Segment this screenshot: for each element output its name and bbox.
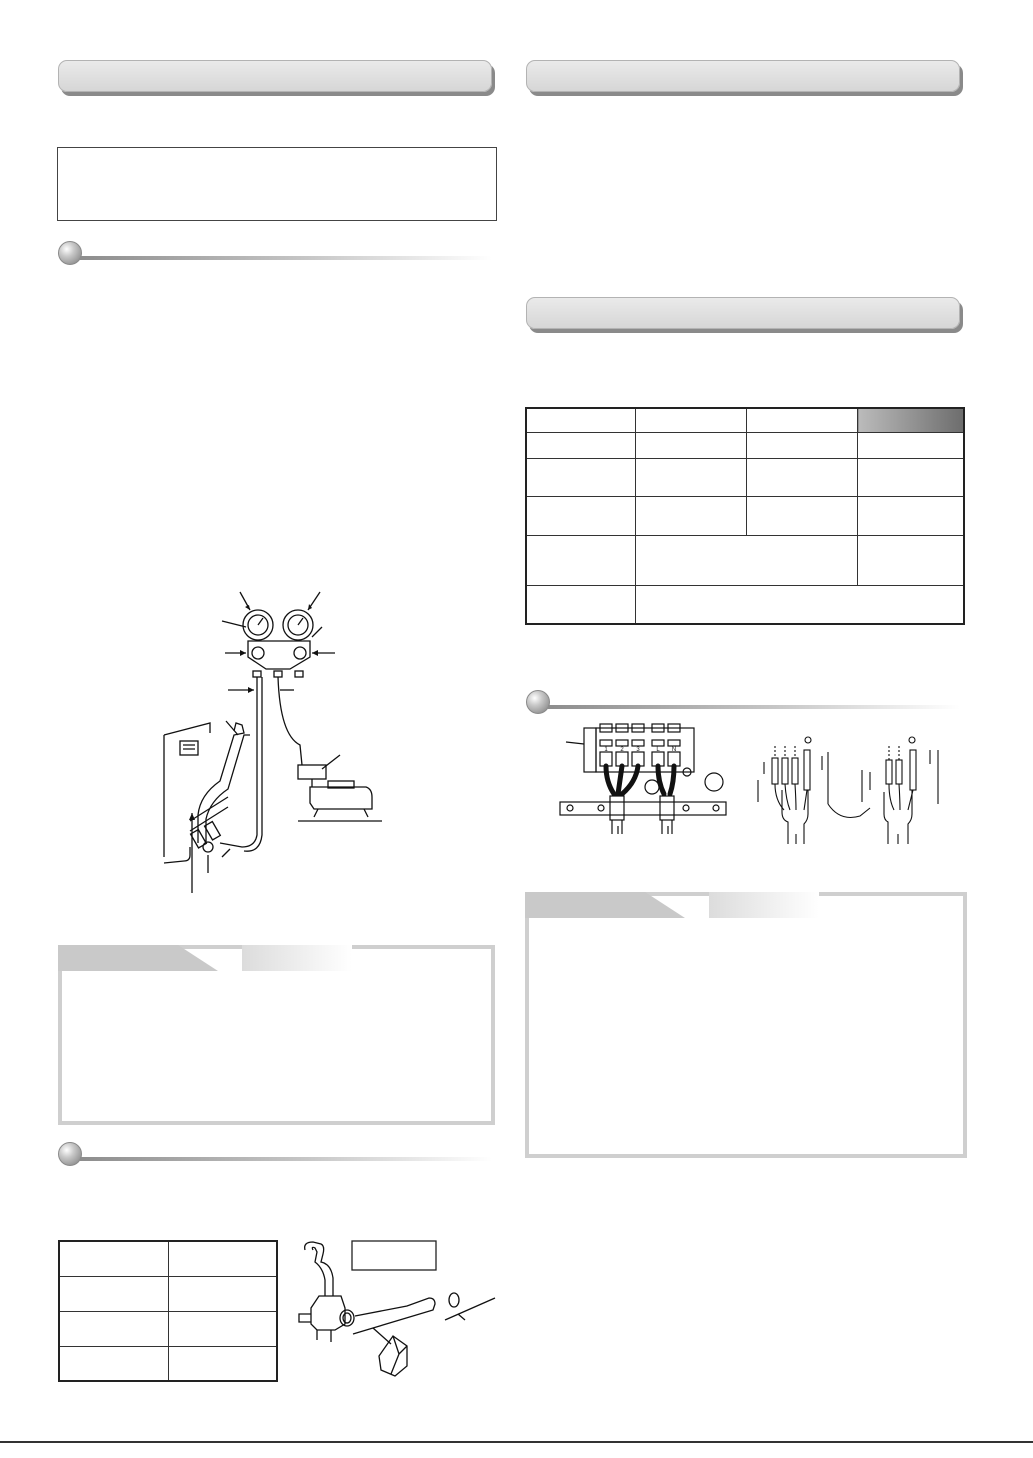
subsection-rule <box>80 1157 492 1161</box>
notice-box <box>57 147 497 221</box>
section-header-left <box>58 60 492 92</box>
table-row <box>526 432 964 458</box>
table-row <box>526 458 964 496</box>
subsection-rule <box>80 256 492 260</box>
torque-table <box>58 1240 278 1382</box>
table-row <box>59 1346 277 1381</box>
cable-strip-diagram <box>748 730 958 845</box>
table-row <box>526 408 964 432</box>
table-row <box>526 497 964 535</box>
bullet-icon <box>58 1142 82 1166</box>
table-row <box>526 535 964 585</box>
label-box <box>352 1241 436 1270</box>
terminal-label: N <box>671 747 677 753</box>
note-tab <box>525 892 645 918</box>
terminal-label: 3 <box>636 747 640 753</box>
table-row <box>59 1311 277 1346</box>
bullet-icon <box>58 241 82 265</box>
section-header-right-2 <box>526 297 960 329</box>
table-row <box>59 1276 277 1311</box>
terminal-block-diagram <box>556 722 736 844</box>
section-header-right-1 <box>526 60 960 92</box>
valve-wrench-diagram <box>295 1238 500 1383</box>
subsection-rule <box>548 705 960 709</box>
table-row <box>526 586 964 624</box>
wiring-spec-table <box>525 407 965 625</box>
note-box-right <box>525 892 967 1158</box>
table-row <box>59 1241 277 1276</box>
note-box-left <box>58 945 495 1125</box>
vacuum-pump-diagram <box>150 585 390 900</box>
terminal-label: 1 <box>604 747 608 753</box>
terminal-label: L <box>656 747 660 753</box>
terminal-label: 2 <box>620 747 624 753</box>
note-tab <box>58 945 178 971</box>
bullet-icon <box>526 690 550 714</box>
page-footer-rule <box>0 1441 1033 1443</box>
